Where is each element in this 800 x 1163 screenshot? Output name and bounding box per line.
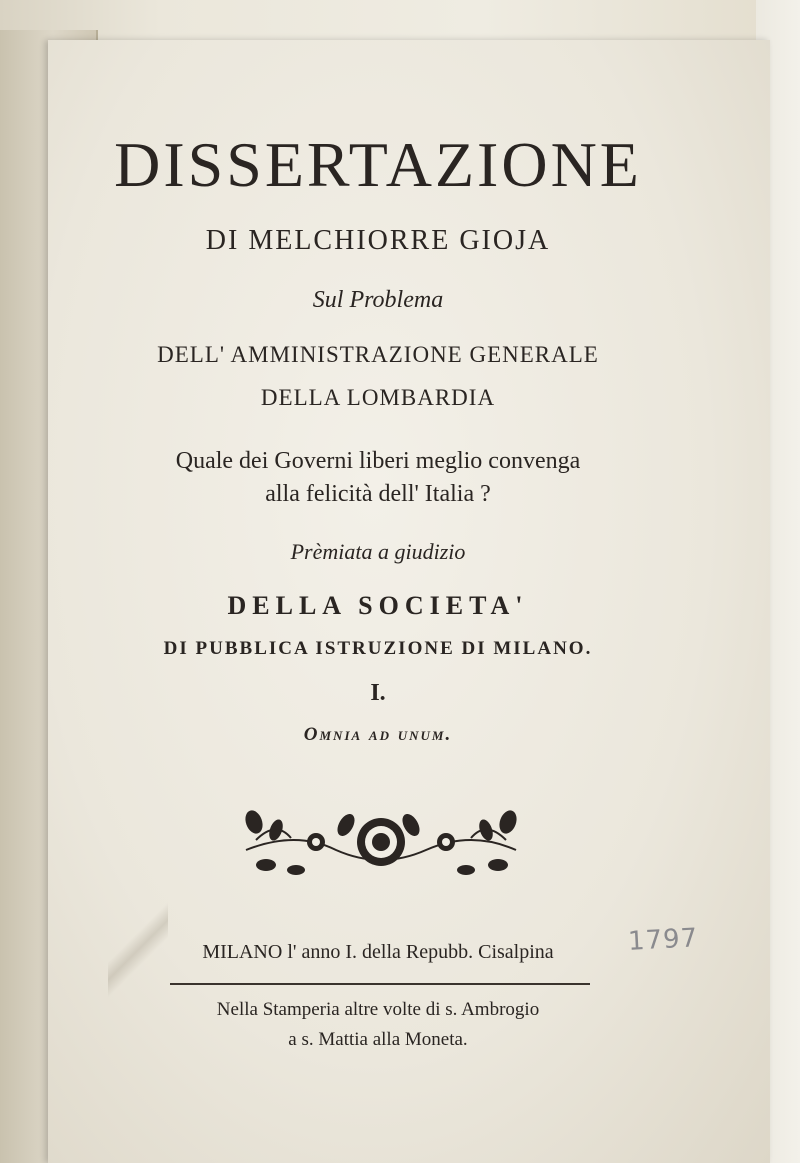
question-line-1: Quale dei Governi liberi meglio convenga: [175, 448, 581, 474]
floral-ornament-icon: [236, 800, 526, 890]
imprint-divider: [170, 983, 590, 985]
printer-line-2: a s. Mattia alla Moneta.: [288, 1029, 468, 1050]
printer-line-1: Nella Stamperia altre volte di s. Ambrogio: [216, 999, 540, 1020]
pencil-annotation: 1797: [627, 923, 699, 957]
author-line: DI MELCHIORRE GIOJA: [205, 225, 551, 256]
society-full-name: DI PUBBLICA ISTRUZIONE DI MILANO.: [163, 638, 593, 659]
topic-line-1: DELL' AMMINISTRAZIONE GENERALE: [157, 342, 599, 367]
question-line-2: alla felicità dell' Italia ?: [265, 481, 491, 507]
imprint-place-date: MILANO l' anno I. della Repubb. Cisalpina: [202, 941, 554, 963]
volume-number: I.: [370, 680, 386, 706]
society-name: DELLA SOCIETA': [227, 591, 529, 620]
topic-line-2: DELLA LOMBARDIA: [260, 385, 496, 410]
book-title: DISSERTAZIONE: [114, 129, 642, 200]
motto: Omnia ad unum.: [303, 724, 453, 745]
award-line: Prèmiata a giudizio: [290, 539, 466, 564]
subtitle-intro: Sul Problema: [312, 287, 444, 313]
